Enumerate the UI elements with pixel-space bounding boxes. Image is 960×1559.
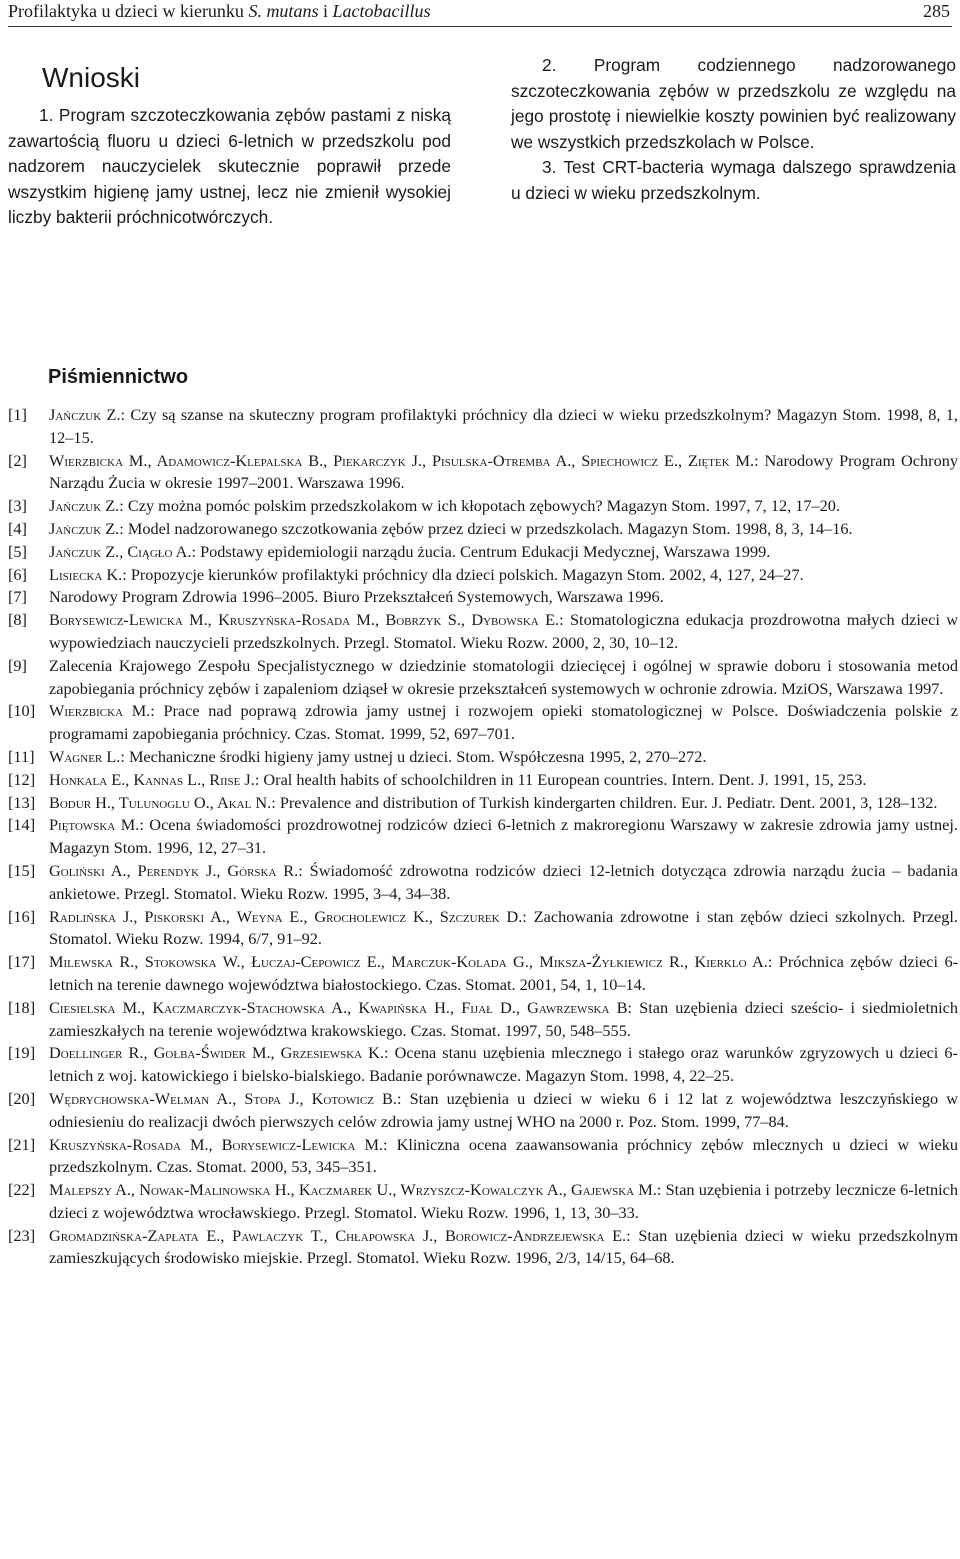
reference-authors: Wierzbicka M., Adamowicz-Klepalska B., Piekarczyk J., Pisulska-Otremba A., Spiechowicz E., Ziętek M. [49, 450, 755, 470]
reference-text [49, 609, 958, 655]
reference-authors: Piętowska M. [49, 815, 140, 835]
reference-details: : Kliniczna ocena zaawansowania próchnicy zębów mlecznych u dzieci w wieku przedszkolnym. Czas. Stomat. 2000, 53, 345–351. [49, 1134, 958, 1177]
reference-item [8, 609, 958, 655]
reference-text [49, 746, 958, 769]
reference-details: Narodowy Program Zdrowia 1996–2005. Biuro Przekształceń Systemowych, Warszawa 1996. [49, 587, 664, 607]
reference-number: [14] [8, 815, 36, 835]
reference-authors: Borysewicz-Lewicka M., Kruszyńska-Rosada M., Bobrzyk S., Dybowska E. [49, 610, 560, 630]
reference-details: : Podstawy epidemiologii narządu żucia. Centrum Edukacji Medycznej, Warszawa 1999. [191, 541, 771, 561]
reference-item [8, 1179, 958, 1225]
reference-item [8, 518, 958, 541]
reference-text [49, 951, 958, 997]
reference-details: : Propozycje kierunków profilaktyki próchnicy dla dzieci polskich. Magazyn Stom. 2002, 4, 127, 24–27. [122, 564, 804, 584]
reference-item [8, 404, 958, 450]
reference-details: : Czy można pomóc polskim przedszkolakom w ich kłopotach zębowych? Magazyn Stom. 1997, 7, 12, 17–20. [119, 496, 841, 516]
running-title-mid: i [318, 1, 333, 21]
reference-number: [8] [8, 610, 27, 630]
references-list [8, 404, 958, 1270]
reference-number: [17] [8, 952, 36, 972]
reference-details: : Model nadzorowanego szczotkowania zębów przez dzieci w przedszkolach. Magazyn Stom. 1998, 8, 3, 14–16. [119, 518, 853, 538]
conclusion-item-2: 2. Program codziennego nadzorowanego szczoteczkowania zębów w przedszkolu ze względu na jego prostotę i niewielkie koszty powinien być realizowany we wszystkich przedszkolach w Polsce. [511, 55, 956, 152]
reference-details: : Stan uzębienia u dzieci w wieku 6 i 12 lat z województwa leszczyńskiego w odniesieniu do realizacji dwóch pierwszych celów zdrowia jamy ustnej WHO na 2000 r. Poz. Stom. 1999, 77–84. [49, 1088, 959, 1131]
reference-number: [18] [8, 997, 36, 1017]
reference-authors: Malepszy A., Nowak-Malinowska H., Kaczmarek U., Wrzyszcz-Kowalczyk A., Gajewska M. [49, 1180, 657, 1200]
reference-details: : Mechaniczne środki higieny jamy ustnej u dzieci. Stom. Współczesna 1995, 2, 270–272. [120, 746, 707, 766]
reference-item [8, 450, 958, 496]
reference-number: [7] [8, 587, 27, 607]
reference-item [8, 792, 958, 815]
reference-item [8, 769, 958, 792]
reference-authors: Wierzbicka M. [49, 701, 151, 721]
reference-number: [23] [8, 1225, 36, 1245]
reference-item [8, 1134, 958, 1180]
reference-text [49, 860, 958, 906]
running-title-text: Profilaktyka u dzieci w kierunku [8, 1, 249, 21]
reference-authors: Wędrychowska-Welman A., Stopa J., Kotowicz B. [49, 1088, 397, 1108]
reference-item [8, 700, 958, 746]
running-title-italic-2: Lactobacillus [332, 1, 431, 21]
reference-text [49, 1042, 958, 1088]
references-title: Piśmiennictwo [48, 366, 189, 388]
reference-text [49, 495, 958, 518]
reference-authors: Goliński A., Perendyk J., Górska R. [49, 860, 299, 880]
reference-number: [15] [8, 860, 36, 880]
reference-text [49, 792, 958, 815]
reference-authors: Honkala E., Kannas L., Riise J. [49, 769, 255, 789]
reference-text [49, 518, 958, 541]
reference-number: [19] [8, 1043, 36, 1063]
reference-text [49, 1225, 958, 1271]
reference-number: [3] [8, 496, 27, 516]
reference-text [49, 450, 958, 496]
reference-details: : Prace nad poprawą zdrowia jamy ustnej i rozwojem opieki stomatologicznej w Polsce. Doświadczenia polskie z programami zapobiegania próchnicy. Czas. Stomat. 1999, 52, 697–701. [49, 701, 958, 744]
reference-authors: Jańczuk Z. [49, 496, 120, 516]
reference-details: : Czy są szanse na skuteczny program profilaktyki próchnicy dla dzieci w wieku przedszkolnym? Magazyn Stom. 1998, 8, 1, 12–15. [49, 405, 958, 447]
page-number: 285 [923, 1, 950, 21]
reference-authors: Ciesielska M., Kaczmarczyk-Stachowska A., Kwapińska H., Fijał D., Gawrzewska B [49, 997, 628, 1017]
reference-number: [2] [8, 450, 27, 470]
reference-number: [4] [8, 518, 27, 538]
reference-item [8, 564, 958, 587]
reference-authors: Jańczuk Z. [49, 405, 121, 424]
reference-details: : Stan uzębienia i potrzeby lecznicze 6-letnich dzieci z województwa wrocławskiego. Przegl. Stomatol. Wieku Rozw. 1996, 1, 13, 30–33. [49, 1180, 958, 1222]
reference-number: [20] [8, 1088, 36, 1108]
reference-authors: Kruszyńska-Rosada M., Borysewicz-Lewicka M. [49, 1134, 383, 1154]
reference-text [49, 1088, 958, 1134]
reference-number: [6] [8, 564, 27, 584]
reference-details: : Stomatologiczna edukacja prozdrowotna małych dzieci w wypowiedziach nauczycieli przedszkolnych. Przegl. Stomatol. Wieku Rozw. 2000, 2, 30, 10–12. [49, 610, 959, 652]
reference-details: : Próchnica zębów dzieci 6-letnich na terenie dawnego województwa białostockiego. Czas. Stomat. 2001, 54, 1, 10–14. [49, 952, 959, 994]
reference-number: [10] [8, 701, 36, 721]
reference-item [8, 655, 958, 701]
reference-details: Zalecenia Krajowego Zespołu Specjalistycznego w dziedzinie stomatologii dziecięcej i ogólnej w sprawie doboru i stosowania metod zapobiegania próchnicy zębów i zapaleniom dziąseł w okresie przekształceń systemowych w ochronie zdrowia. MziOS, Warszawa 1997. [49, 655, 958, 698]
conclusions-left-column [8, 53, 451, 231]
reference-number: [9] [8, 655, 27, 675]
conclusions-title: Wnioski [42, 62, 141, 93]
reference-details: : Oral health habits of schoolchildren in 11 European countries. Intern. Dent. J. 1991, 15, 253. [254, 769, 867, 789]
reference-authors: Jańczuk Z. [49, 518, 120, 538]
reference-authors: Lisiecka K. [49, 564, 123, 584]
reference-text [49, 586, 958, 609]
reference-text [49, 1179, 958, 1225]
reference-number: [5] [8, 541, 27, 561]
reference-text [49, 769, 958, 792]
reference-number: [21] [8, 1134, 36, 1154]
reference-text [49, 814, 958, 860]
reference-details: : Stan uzębienia dzieci w wieku przedszkolnym zamieszkujących środowisko miejskie. Przegl. Stomatol. Wieku Rozw. 1996, 2/3, 14/15, 64–68. [49, 1225, 958, 1268]
reference-item [8, 1042, 958, 1088]
reference-text [49, 564, 958, 587]
reference-number: [1] [8, 405, 27, 424]
reference-details: : Zachowania zdrowotne i stan zębów dzieci szkolnych. Przegl. Stomatol. Wieku Rozw. 1994, 6/7, 91–92. [49, 906, 958, 949]
reference-item [8, 997, 958, 1043]
reference-authors: Jańczuk Z., Ciągło A. [49, 541, 192, 561]
reference-number: [22] [8, 1180, 36, 1200]
reference-text [49, 1134, 958, 1180]
running-header [8, 0, 952, 27]
reference-item [8, 746, 958, 769]
reference-details: : Ocena stanu uzębienia mlecznego i stałego oraz warunków zgryzowych u dzieci 6-letnich z woj. katowickiego i bielsko-bialskiego. Badanie porównawcze. Magazyn Stom. 1998, 4, 22–25. [49, 1043, 958, 1086]
reference-text [49, 404, 958, 450]
reference-text [49, 655, 958, 701]
reference-item [8, 906, 958, 952]
reference-item [8, 495, 958, 518]
running-title [8, 1, 430, 22]
reference-item [8, 1088, 958, 1134]
reference-text [49, 906, 958, 952]
reference-authors: Radlińska J., Piskorski A., Weyna E., Grocholewicz K., Szczurek D. [49, 906, 523, 926]
reference-details: : Stan uzębienia dzieci sześcio- i siedmioletnich zamieszkałych na terenie województwa krakowskiego. Czas. Stomat. 1997, 50, 548–555. [49, 997, 958, 1040]
reference-item [8, 951, 958, 997]
reference-authors: Gromadzińska-Zapłata E., Pawlaczyk T., Chłapowska J., Borowicz-Andrzejewska E. [49, 1225, 627, 1245]
reference-number: [16] [8, 906, 36, 926]
reference-text [49, 700, 958, 746]
reference-text [49, 541, 958, 564]
reference-authors: Wagner L. [49, 746, 121, 766]
conclusion-item-3: 3. Test CRT-bacteria wymaga dalszego sprawdzenia u dzieci w wieku przedszkolnym. [511, 157, 956, 203]
reference-details: : Ocena świadomości prozdrowotnej rodziców dzieci 6-letnich z makroregionu Warszawy w zakresie zdrowia jamy ustnej. Magazyn Stom. 1996, 12, 27–31. [49, 815, 958, 858]
reference-details: : Narodowy Program Ochrony Narządu Żucia w okresie 1997–2001. Warszawa 1996. [49, 450, 958, 493]
reference-item [8, 860, 958, 906]
reference-authors: Bodur H., Tulunoglu O., Akal N. [49, 792, 272, 812]
reference-item [8, 586, 958, 609]
reference-item [8, 814, 958, 860]
reference-authors: Milewska R., Stokowska W., Łuczaj-Cepowicz E., Marczuk-Kolada G., Miksza-Żyłkiewicz R., Kierklo A. [49, 952, 768, 972]
reference-text [49, 997, 958, 1043]
reference-item [8, 1225, 958, 1271]
conclusions-right-column [511, 53, 956, 207]
reference-number: [11] [8, 746, 35, 766]
reference-details: : Świadomość zdrowotna rodziców dzieci 12-letnich dotycząca zdrowia narządu żucia – badania ankietowe. Przegl. Stomatol. Wieku Rozw. 1995, 3–4, 34–38. [49, 860, 958, 903]
reference-number: [12] [8, 769, 36, 789]
running-title-italic: S. mutans [248, 1, 319, 21]
reference-details: : Prevalence and distribution of Turkish kindergarten children. Eur. J. Pediatr. Dent. 2001, 3, 128–132. [271, 792, 938, 812]
reference-number: [13] [8, 792, 36, 812]
reference-authors: Doellinger R., Gołba-Świder M., Grzesiewska K. [49, 1043, 385, 1063]
conclusion-item-1: 1. Program szczoteczkowania zębów pastami z niską zawartością fluoru u dzieci 6-letnich w przedszkolu pod nadzorem nauczycielek skutecznie poprawił przede wszystkim higienę jamy ustnej, lecz nie zmienił wysokiej liczby bakterii próchnicotwórczych. [8, 105, 451, 228]
reference-item [8, 541, 958, 564]
